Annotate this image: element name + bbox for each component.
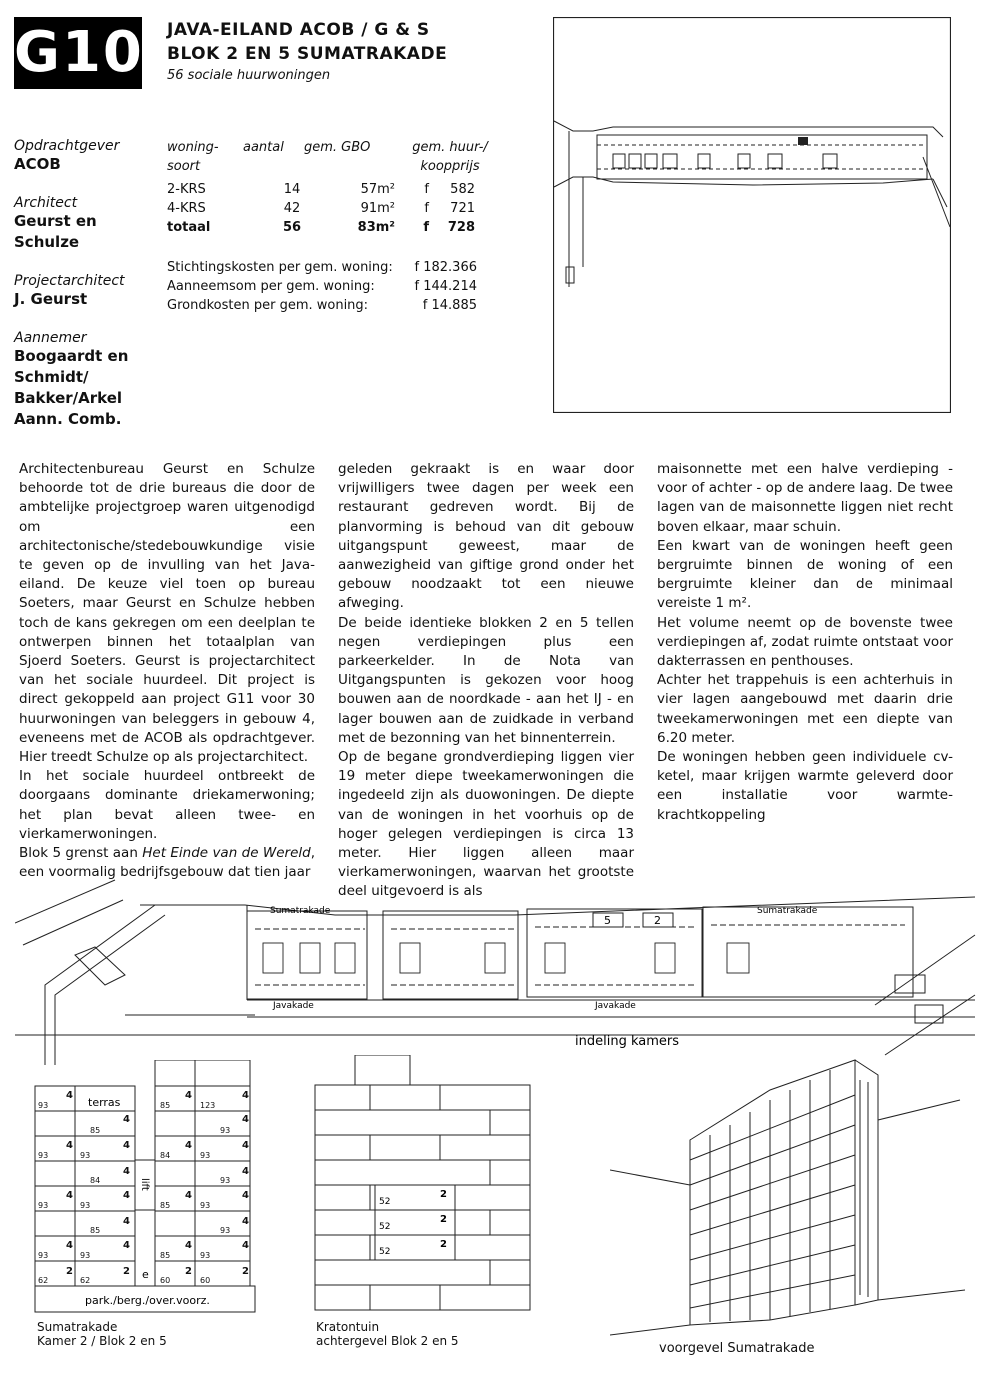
cost-value: f 144.214 <box>414 279 477 294</box>
paragraph: Het volume neemt op de bovenste twee verdiepingen af, zodat ruimte ontstaat voor dakterrassen en penthouses. <box>657 614 953 670</box>
svg-text:60: 60 <box>200 1276 211 1285</box>
table-header: gem. huur-/ koopprijs <box>412 140 488 174</box>
floor-plan-caption <box>37 1320 167 1348</box>
cost-label: Grondkosten per gem. woning: <box>167 298 369 313</box>
body-column-1 <box>19 460 315 882</box>
street-label: Sumatrakade <box>757 906 818 916</box>
rear-area: 52 <box>379 1197 391 1207</box>
project-description: 56 sociale huurwoningen <box>167 68 331 83</box>
situation-map <box>553 17 951 413</box>
caption-line: Kamer 2 / Blok 2 en 5 <box>37 1334 167 1348</box>
paragraph: Achter het trappehuis is een achterhuis in vier lagen aangebouwd met daarin drie tweekamerwoningen met een diepte van 6.20 meter. <box>657 672 953 746</box>
svg-text:4: 4 <box>242 1190 249 1201</box>
street-label: Sumatrakade <box>270 906 331 916</box>
credit-label: Projectarchitect <box>14 273 125 289</box>
svg-text:85: 85 <box>160 1101 171 1110</box>
svg-text:93: 93 <box>38 1201 49 1210</box>
table-cell: f <box>424 182 429 197</box>
housing-table <box>167 182 475 239</box>
svg-text:4: 4 <box>123 1114 130 1125</box>
cost-label: Aanneemsom per gem. woning: <box>167 279 375 294</box>
paragraph: In het sociale huurdeel ontbreekt de doorgaans dominante driekamerwoning; het plan bevat alleen twee- en vierkamerwoningen. <box>19 768 315 842</box>
svg-text:4: 4 <box>185 1240 192 1251</box>
perspective-drawing <box>610 1050 970 1340</box>
svg-text:60: 60 <box>160 1276 171 1285</box>
floor-plan-drawing <box>30 1060 260 1315</box>
svg-text:4: 4 <box>66 1090 73 1101</box>
paragraph: geleden gekraakt is en waar door vrijwilligers twee dagen per week een restaurant gedreven wordt. Bij de planvorming is behoud van dit gebouw uitgangspunt geweest, maar de aanwezigheid van giftige grond onder het gebouw noodzaakt tot een nieuwe afweging. <box>338 461 634 612</box>
svg-text:93: 93 <box>220 1126 231 1135</box>
svg-text:85: 85 <box>160 1201 171 1210</box>
svg-text:93: 93 <box>220 1176 231 1185</box>
table-row <box>167 201 475 220</box>
table-cell: 728 <box>447 220 475 235</box>
entrance-label: e <box>142 1268 149 1281</box>
svg-text:62: 62 <box>80 1276 91 1285</box>
costs-block <box>167 258 477 315</box>
svg-text:4: 4 <box>123 1216 130 1227</box>
svg-text:4: 4 <box>123 1240 130 1251</box>
perspective-caption: voorgevel Sumatrakade <box>659 1341 815 1356</box>
table-header: woning-soort <box>167 140 219 174</box>
rear-rooms: 2 <box>440 1239 447 1250</box>
table-cell: f <box>424 201 429 216</box>
credit-label: Architect <box>14 195 78 211</box>
cost-row <box>167 296 477 315</box>
text-run: Blok 5 grenst aan <box>19 845 143 862</box>
cost-value: f 182.366 <box>414 260 477 275</box>
svg-text:4: 4 <box>185 1090 192 1101</box>
caption-line: Kratontuin <box>316 1320 380 1334</box>
paragraph: Architectenbureau Geurst en Schulze behoorde tot de drie bureaus die door de ambtelijke projectgroep waren uitgenodigd om een architectonische/stedebouwkundige visie te geven op de invulling van het Java-eiland. De keuze viel toen op bureau Soeters, maar Geurst en Schulze hebben toch de kans gekregen om een deelplan te ontwerpen binnen het totaalplan van Sjoerd Soeters. Geurst is projectarchitect van het sociale huurdeel. Dit project is direct gekoppeld aan project G11 voor 30 huurwoningen van beleggers in gebouw 4, eveneens met de ACOB als opdrachtgever. Hier treedt Schulze op als projectarchitect. <box>19 461 315 766</box>
body-column-2 <box>338 460 634 902</box>
svg-text:4: 4 <box>123 1190 130 1201</box>
table-cell: 56 <box>282 220 302 235</box>
table-header: gem. GBO <box>304 140 371 155</box>
svg-text:93: 93 <box>80 1201 91 1210</box>
credit-value: ACOB <box>14 155 61 173</box>
svg-text:123: 123 <box>200 1101 216 1110</box>
svg-text:4: 4 <box>66 1140 73 1151</box>
caption-line: Sumatrakade <box>37 1320 118 1334</box>
svg-text:93: 93 <box>200 1201 211 1210</box>
rear-facade-drawing <box>310 1055 540 1315</box>
svg-text:2: 2 <box>66 1266 73 1277</box>
svg-text:4: 4 <box>242 1240 249 1251</box>
table-cell: 4-KRS <box>167 201 206 216</box>
rear-area: 52 <box>379 1247 391 1257</box>
svg-text:2: 2 <box>123 1266 130 1277</box>
svg-text:93: 93 <box>38 1101 49 1110</box>
paragraph: De beide identieke blokken 2 en 5 tellen negen verdiepingen plus een parkeerkelder. In de Nota van Uitgangspunten is gekozen voor hoog bouwen aan de noordkade - aan het IJ - en lager bouwen aan de zuidkade in verband met de bezonning van het binnenterrein. <box>338 614 634 746</box>
credit-label: Aannemer <box>14 330 87 346</box>
svg-text:93: 93 <box>80 1151 91 1160</box>
svg-text:4: 4 <box>123 1140 130 1151</box>
svg-text:2: 2 <box>185 1266 192 1277</box>
table-cell: 14 <box>283 182 301 197</box>
svg-text:84: 84 <box>160 1151 171 1160</box>
table-cell: 721 <box>450 201 475 216</box>
project-title: JAVA-EILAND ACOB / G & S <box>167 20 430 40</box>
svg-text:93: 93 <box>200 1251 211 1260</box>
svg-text:4: 4 <box>185 1190 192 1201</box>
rear-facade-caption <box>316 1320 459 1348</box>
body-column-3 <box>657 460 953 825</box>
svg-text:93: 93 <box>80 1251 91 1260</box>
svg-text:4: 4 <box>242 1216 249 1227</box>
svg-text:85: 85 <box>90 1126 101 1135</box>
svg-text:93: 93 <box>38 1251 49 1260</box>
table-row <box>167 182 475 201</box>
credit-value: Geurst en Schulze <box>14 212 97 251</box>
rear-rooms: 2 <box>440 1189 447 1200</box>
street-label: Javakade <box>273 1001 314 1011</box>
caption-line: achtergevel Blok 2 en 5 <box>316 1334 459 1348</box>
project-code-badge: G10 <box>14 17 142 89</box>
project-subtitle-location: BLOK 2 EN 5 SUMATRAKADE <box>167 44 448 64</box>
svg-text:4: 4 <box>242 1166 249 1177</box>
paragraph: Een kwart van de woningen heeft geen bergruimte binnen de woning of een bergruimte kleiner dan de minimaal vereiste 1 m². <box>657 537 953 612</box>
svg-text:2: 2 <box>242 1266 249 1277</box>
terrace-label: terras <box>88 1096 121 1109</box>
table-cell: 91m² <box>360 201 395 216</box>
svg-text:4: 4 <box>242 1114 249 1125</box>
block-number: 2 <box>654 914 661 927</box>
table-cell: 57m² <box>360 182 395 197</box>
svg-text:4: 4 <box>66 1190 73 1201</box>
svg-text:84: 84 <box>90 1176 101 1185</box>
table-cell: 582 <box>450 182 475 197</box>
block-number: 5 <box>604 914 611 927</box>
cost-label: Stichtingskosten per gem. woning: <box>167 260 393 275</box>
text-run: , een voormalig bedrijfsgebouw dat tien jaar <box>19 845 315 881</box>
svg-text:93: 93 <box>220 1226 231 1235</box>
svg-text:4: 4 <box>66 1240 73 1251</box>
street-label: Javakade <box>595 1001 636 1011</box>
credits-panel <box>14 138 154 430</box>
credit-value: J. Geurst <box>14 290 88 308</box>
svg-text:85: 85 <box>160 1251 171 1260</box>
credit-label: Opdrachtgever <box>14 138 120 154</box>
floor-plan-footer: park./berg./over.voorz. <box>85 1294 210 1307</box>
svg-text:93: 93 <box>200 1151 211 1160</box>
cost-row <box>167 277 477 296</box>
svg-text:4: 4 <box>123 1166 130 1177</box>
cost-value: f 14.885 <box>422 298 477 313</box>
table-cell: 2-KRS <box>167 182 206 197</box>
svg-text:4: 4 <box>185 1140 192 1151</box>
table-cell: 42 <box>283 201 301 216</box>
cost-row <box>167 258 477 277</box>
table-cell: f <box>423 220 429 235</box>
rear-rooms: 2 <box>440 1214 447 1225</box>
text-run-italic: Het Einde van de Wereld <box>142 845 311 862</box>
lift-label: lift <box>139 1178 150 1191</box>
table-row-total <box>167 220 475 239</box>
paragraph: maisonnette met een halve verdieping - voor of achter - op de andere laag. De twee lagen van de maisonnette liggen niet recht boven elkaar, maar schuin. <box>657 461 953 535</box>
svg-text:62: 62 <box>38 1276 49 1285</box>
site-plan-caption: indeling kamers <box>575 1034 679 1049</box>
svg-text:85: 85 <box>90 1226 101 1235</box>
paragraph: De woningen hebben geen individuele cv-ketel, maar krijgen warmte geleverd door een installatie voor warmte-krachtkoppeling <box>657 749 953 823</box>
table-cell: 83m² <box>357 220 395 235</box>
paragraph: Op de begane grondverdieping liggen vier 19 meter diepe tweekamerwoningen die ingedeeld zijn als duowoningen. De diepte van de woningen in het voorhuis op de hoger gelegen verdiepingen is circa 13 meter. Hier liggen alleen maar vierkamerwoningen, waarvan het grootste deel uitgevoerd is als <box>338 749 634 900</box>
svg-text:4: 4 <box>242 1090 249 1101</box>
rear-area: 52 <box>379 1222 391 1232</box>
table-cell: totaal <box>167 220 211 235</box>
credit-value: Boogaardt en Schmidt/ Bakker/Arkel Aann. Comb. <box>14 347 129 428</box>
svg-text:4: 4 <box>242 1140 249 1151</box>
svg-text:93: 93 <box>38 1151 49 1160</box>
table-header: aantal <box>243 140 284 155</box>
